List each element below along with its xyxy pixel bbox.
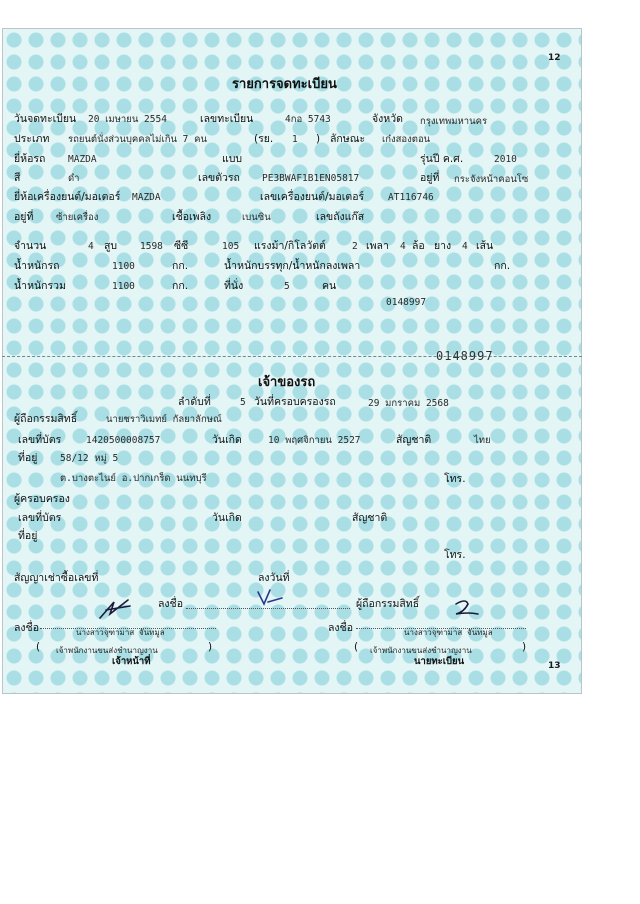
cc-unit: ซีซี <box>174 240 189 252</box>
color-label: สี <box>14 172 21 184</box>
id-value: 1420500008757 <box>86 435 161 446</box>
order-value: 5 <box>240 397 246 408</box>
dob-label: วันเกิด <box>212 434 242 446</box>
page-number-bottom: 13 <box>548 661 561 671</box>
seats-label: ที่นั่ง <box>224 280 244 292</box>
nationality-value: ไทย <box>474 435 491 446</box>
engine-brand-label: ยี่ห้อเครื่องยนต์/มอเตอร์ <box>14 191 121 203</box>
possessor-tel-label: โทร. <box>444 549 466 561</box>
sign-label-3: ลงชื่อ <box>328 622 353 634</box>
registrar-role: นายทะเบียน <box>414 656 465 667</box>
tel-label: โทร. <box>444 473 466 485</box>
tyres-value: 4 <box>462 241 468 252</box>
hire-date-mark <box>254 582 286 608</box>
gross-unit: กก. <box>172 280 189 292</box>
rs-close-label: ) <box>316 133 321 145</box>
engine-no-label: เลขเครื่องยนต์/มอเตอร์ <box>260 191 365 203</box>
cc-value: 1598 <box>140 241 163 252</box>
address-line-2: ต.บางตะไนย์ อ.ปากเกร็ด นนทบุรี <box>60 473 207 484</box>
weight-label: น้ำหนักรถ <box>14 260 60 272</box>
registration-page <box>2 28 582 694</box>
brand-label: ยี่ห้อรถ <box>14 153 46 165</box>
id-label: เลขที่บัตร <box>18 434 62 446</box>
cylinders-unit: สูบ <box>104 240 118 252</box>
style-label: ลักษณะ <box>330 133 366 145</box>
style-value: เก๋งสองตอน <box>382 134 431 145</box>
axles-unit: เพลา <box>366 240 389 252</box>
tank-label: เลขถังแก๊ส <box>316 211 365 223</box>
registrar-close-paren: ) <box>522 641 527 653</box>
possess-date-value: 29 มกราคม 2568 <box>368 398 449 409</box>
signature-line-1 <box>186 608 350 609</box>
cylinders-value: 4 <box>88 241 94 252</box>
perforation-line <box>2 356 582 357</box>
reg-date-label: วันจดทะเบียน <box>14 113 77 125</box>
chassis-label: เลขตัวรถ <box>198 172 240 184</box>
axles-value: 2 <box>352 241 358 252</box>
power-unit: แรงม้า/กิโลวัตต์ <box>254 240 326 252</box>
rs-value: 1 <box>292 134 298 145</box>
officer-role: เจ้าหน้าที่ <box>112 656 151 667</box>
wheels-unit: ล้อ <box>412 240 425 252</box>
owner-label: ผู้ถือกรรมสิทธิ์ <box>14 413 78 425</box>
reg-date-value: 20 เมษายน 2554 <box>88 114 167 125</box>
model-label: แบบ <box>222 153 243 165</box>
province-label: จังหวัด <box>372 113 403 125</box>
brand-value: MAZDA <box>68 154 97 165</box>
owner-signature-label: ผู้ถือกรรมสิทธิ์ <box>356 598 420 610</box>
weight-value: 1100 <box>112 261 135 272</box>
tyres-label: ยาง <box>434 240 452 252</box>
year-value: 2010 <box>494 154 517 165</box>
owner-title: เจ้าของรถ <box>258 375 316 390</box>
possessor-id-label: เลขที่บัตร <box>18 512 62 524</box>
officer-position: เจ้าพนักงานขนส่งชำนาญงาน <box>56 646 158 655</box>
plate-value: 4กอ 5743 <box>285 114 331 125</box>
registrar-name: นางสาวจุฑามาส จันทมูล <box>404 628 493 637</box>
order-label: ลำดับที่ <box>178 396 211 408</box>
nationality-label: สัญชาติ <box>396 434 432 446</box>
load-unit: กก. <box>494 260 511 272</box>
hire-purchase-label: สัญญาเช่าซื้อเลขที่ <box>14 572 99 584</box>
chassis-location-label: อยู่ที่ <box>420 172 440 184</box>
officer-name: นางสาวจุฑามาส จันทมูล <box>76 628 165 637</box>
possessor-label: ผู้ครอบครอง <box>14 493 70 505</box>
weight-unit: กก. <box>172 260 189 272</box>
hire-date-label: ลงวันที่ <box>258 572 290 584</box>
province-value: กรุงเทพมหานคร <box>420 116 488 127</box>
year-label: รุ่นปี ค.ศ. <box>420 153 464 165</box>
color-value: ดำ <box>68 173 80 184</box>
tyres-unit: เส้น <box>476 240 494 252</box>
page-number-top: 12 <box>548 53 561 63</box>
fuel-value: เบนซิน <box>242 212 271 223</box>
load-label: น้ำหนักบรรทุก/น้ำหนักลงเพลา <box>224 260 361 272</box>
engine-no-value: AT116746 <box>388 192 434 203</box>
officer-open-paren: ( <box>36 641 41 653</box>
wheels-value: 4 <box>400 241 406 252</box>
gross-label: น้ำหนักรวม <box>14 280 66 292</box>
engine-brand-value: MAZDA <box>132 192 161 203</box>
owner-signature <box>450 596 482 618</box>
address-line-1: 58/12 หมู่ 5 <box>60 453 119 464</box>
type-label: ประเภท <box>14 133 50 145</box>
registrar-open-paren: ( <box>354 641 359 653</box>
owner-name: นายชราวิเมทย์ กัลยาลักษณ์ <box>106 414 222 425</box>
possessor-dob-label: วันเกิด <box>212 512 242 524</box>
sign-label-2: ลงชื่อ <box>14 622 39 634</box>
gross-value: 1100 <box>112 281 135 292</box>
type-value: รถยนต์นั่งส่วนบุคคลไม่เกิน 7 คน <box>68 134 207 145</box>
engine-location-value: ซ้ายเครื่อง <box>56 212 99 223</box>
possessor-nationality-label: สัญชาติ <box>352 512 388 524</box>
possessor-address-label: ที่อยู่ <box>18 530 38 542</box>
seats-value: 5 <box>284 281 290 292</box>
address-label: ที่อยู่ <box>18 452 38 464</box>
chassis-value: PE3BWAF1B1EN05817 <box>262 173 360 184</box>
fuel-label: เชื้อเพลิง <box>172 211 212 223</box>
sign-label-1: ลงชื่อ <box>158 598 183 610</box>
officer-signature <box>96 596 136 622</box>
engine-location-label: อยู่ที่ <box>14 211 34 223</box>
registrar-position: เจ้าพนักงานขนส่งชำนาญงาน <box>370 646 472 655</box>
qty-label: จำนวน <box>14 240 47 252</box>
seats-unit: คน <box>322 280 337 292</box>
chassis-location-value: กระจังหน้าคอนโซ <box>454 174 529 185</box>
registration-title: รายการจดทะเบียน <box>232 77 337 92</box>
plate-label: เลขทะเบียน <box>200 113 254 125</box>
power-value: 105 <box>222 241 240 252</box>
dob-value: 10 พฤศจิกายน 2527 <box>268 435 361 446</box>
possess-date-label: วันที่ครอบครองรถ <box>254 396 336 408</box>
rs-open-label: (รย. <box>254 133 274 145</box>
perforated-serial: 0148997 <box>436 349 494 363</box>
serial-number: 0148997 <box>386 297 427 308</box>
officer-close-paren: ) <box>208 641 213 653</box>
